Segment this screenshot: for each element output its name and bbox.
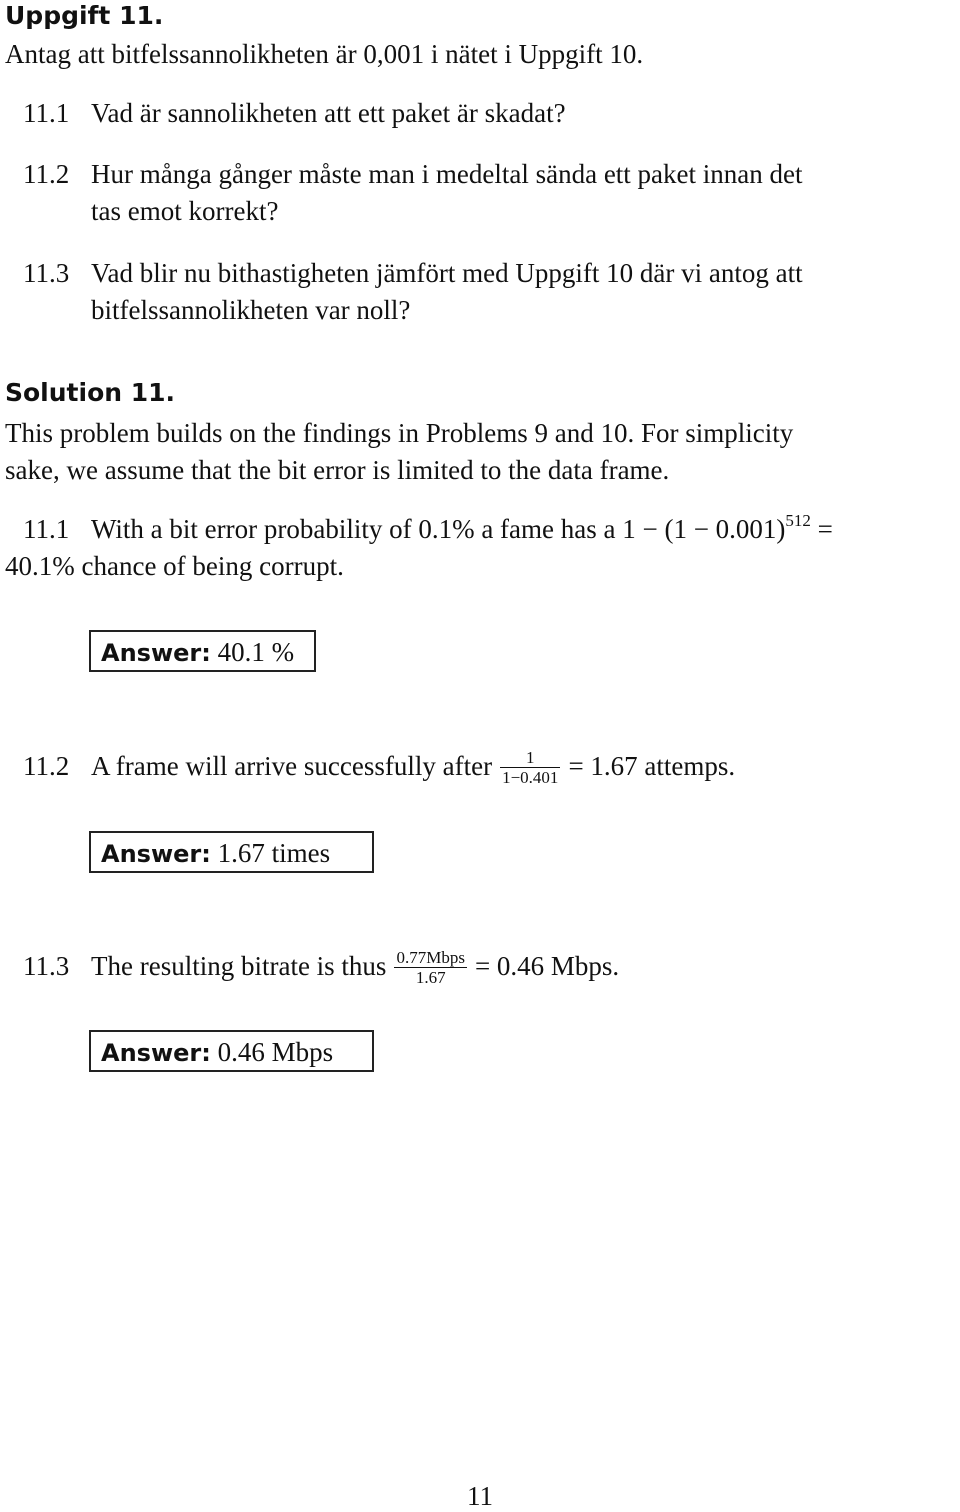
solution-intro-line: This problem builds on the findings in Problems 9 and 10. For simplicity [5,418,794,448]
part3-text [91,940,619,992]
part1-line2: 40.1% chance of being corrupt. [5,551,344,581]
answer-box-2 [89,831,374,873]
problem-heading: Uppgift 11. [5,1,164,30]
part1-text-after: = [810,514,833,544]
item-text: Vad blir nu bithastigheten jämfört med Uppgift 10 där vi antog att [91,258,803,288]
part3-text-before: The resulting bitrate is thus [91,951,387,981]
part2-fraction [500,749,560,788]
answer-box-3 [89,1030,374,1072]
fraction-numerator: 1 [500,749,560,768]
part-number: 11.1 [23,514,70,544]
problem-intro: Antag att bitfelssannolikheten är 0,001 i nätet i Uppgift 10. [5,39,644,69]
item-number: 11.2 [23,159,70,189]
item-number: 11.1 [23,98,70,128]
part2-text [91,740,735,792]
part-number: 11.2 [23,751,70,781]
answer-label: Answer: [101,840,211,868]
part1-text [91,513,833,545]
answer-label: Answer: [101,1039,211,1067]
part-number: 11.3 [23,951,70,981]
part1-exponent: 512 [785,511,811,530]
item-text: Vad är sannolikheten att ett paket är skadat? [91,98,566,128]
answer-value: 1.67 times [210,838,331,868]
item-number: 11.3 [23,258,70,288]
part3-text-after: = 0.46 Mbps. [474,951,620,981]
part2-text-before: A frame will arrive successfully after [91,751,493,781]
fraction-denominator: 1.67 [415,968,446,988]
answer-value: 40.1 % [210,637,295,667]
part3-fraction [394,949,466,988]
solution-intro-line: sake, we assume that the bit error is limited to the data frame. [5,455,670,485]
answer-value: 0.46 Mbps [210,1037,334,1067]
part2-text-after: = 1.67 attemps. [568,751,736,781]
fraction-denominator: 1−0.401 [502,768,559,788]
solution-heading: Solution 11. [5,378,176,407]
item-text: bitfelssannolikheten var noll? [91,295,411,325]
fraction-numerator: 0.77Mbps [396,948,465,968]
part1-text-before: With a bit error probability of 0.1% a fame has a 1 − (1 − 0.001) [91,514,786,544]
item-text: tas emot korrekt? [91,196,279,226]
answer-label: Answer: [101,639,211,667]
answer-box-1 [89,630,316,672]
page-number: 11 [467,1481,493,1511]
item-text: Hur många gånger måste man i medeltal sända ett paket innan det [91,159,803,189]
